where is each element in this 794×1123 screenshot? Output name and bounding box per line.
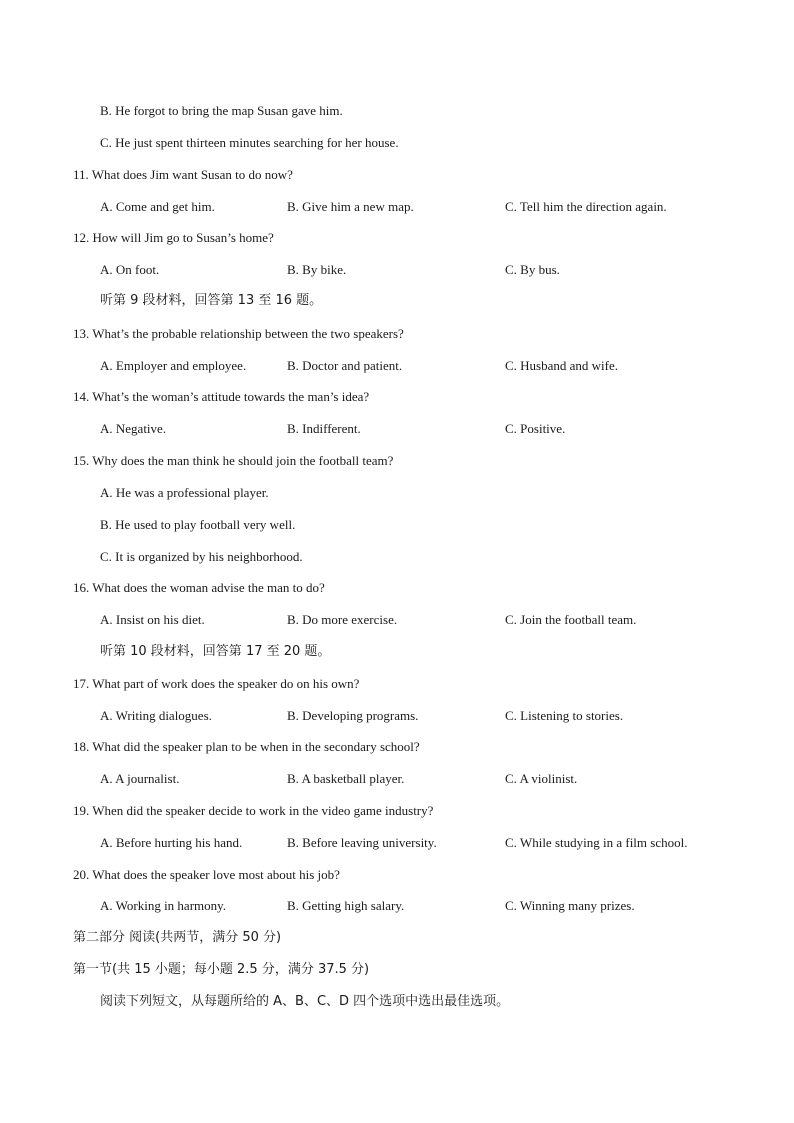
q12-option-c: C. By bus. (505, 262, 560, 277)
question-17: 17. What part of work does the speaker do on his own? (73, 676, 360, 691)
q14-option-a: A. Negative. (100, 421, 167, 436)
question-16: 16. What does the woman advise the man to do? (73, 580, 325, 595)
question-13: 13. What’s the probable relationship between the two speakers? (73, 326, 404, 341)
q17-option-c: C. Listening to stories. (505, 708, 624, 723)
q20-option-b: B. Getting high salary. (287, 898, 405, 913)
question-18: 18. What did the speaker plan to be when in the secondary school? (73, 739, 420, 754)
q15-option-c: C. It is organized by his neighborhood. (100, 549, 303, 564)
q17-option-b: B. Developing programs. (287, 708, 419, 723)
q18-option-b: B. A basketball player. (287, 771, 405, 786)
q11-option-b: B. Give him a new map. (287, 199, 414, 214)
q19-option-a: A. Before hurting his hand. (100, 835, 243, 850)
question-15: 15. Why does the man think he should join the football team? (73, 453, 394, 468)
q13-option-b: B. Doctor and patient. (287, 358, 403, 373)
q20-option-c: C. Winning many prizes. (505, 898, 635, 913)
q11-option-a: A. Come and get him. (100, 199, 215, 214)
q11-option-c: C. Tell him the direction again. (505, 199, 667, 214)
question-11: 11. What does Jim want Susan to do now? (73, 167, 293, 182)
q20-option-a: A. Working in harmony. (100, 898, 227, 913)
reading-instructions: 阅读下列短文，从每题所给的 A、B、C、D 四个选项中选出最佳选项。 (100, 994, 510, 1009)
part-two-heading: 第二部分 阅读(共两节，满分 50 分) (73, 930, 282, 945)
question-12: 12. How will Jim go to Susan’s home? (73, 230, 274, 245)
section-heading-10: 听第 10 段材料，回答第 17 至 20 题。 (100, 644, 331, 659)
section-heading-9: 听第 9 段材料，回答第 13 至 16 题。 (100, 293, 323, 308)
q19-option-b: B. Before leaving university. (287, 835, 437, 850)
q10-option-c: C. He just spent thirteen minutes searching for her house. (100, 135, 399, 150)
q13-option-c: C. Husband and wife. (505, 358, 619, 373)
q12-option-a: A. On foot. (100, 262, 160, 277)
q13-option-a: A. Employer and employee. (100, 358, 247, 373)
q18-option-a: A. A journalist. (100, 771, 180, 786)
q16-option-a: A. Insist on his diet. (100, 612, 205, 627)
q14-option-b: B. Indifferent. (287, 421, 361, 436)
q15-option-a: A. He was a professional player. (100, 485, 269, 500)
q10-option-b: B. He forgot to bring the map Susan gave him. (100, 103, 343, 118)
question-14: 14. What’s the woman’s attitude towards the man’s idea? (73, 389, 370, 404)
q16-option-b: B. Do more exercise. (287, 612, 398, 627)
q15-option-b: B. He used to play football very well. (100, 517, 296, 532)
q17-option-a: A. Writing dialogues. (100, 708, 212, 723)
q16-option-c: C. Join the football team. (505, 612, 637, 627)
q12-option-b: B. By bike. (287, 262, 347, 277)
q18-option-c: C. A violinist. (505, 771, 578, 786)
q19-option-c: C. While studying in a film school. (505, 835, 688, 850)
section-one-heading: 第一节(共 15 小题；每小题 2.5 分，满分 37.5 分) (73, 962, 370, 977)
question-19: 19. When did the speaker decide to work in the video game industry? (73, 803, 434, 818)
question-20: 20. What does the speaker love most about his job? (73, 867, 340, 882)
q14-option-c: C. Positive. (505, 421, 566, 436)
